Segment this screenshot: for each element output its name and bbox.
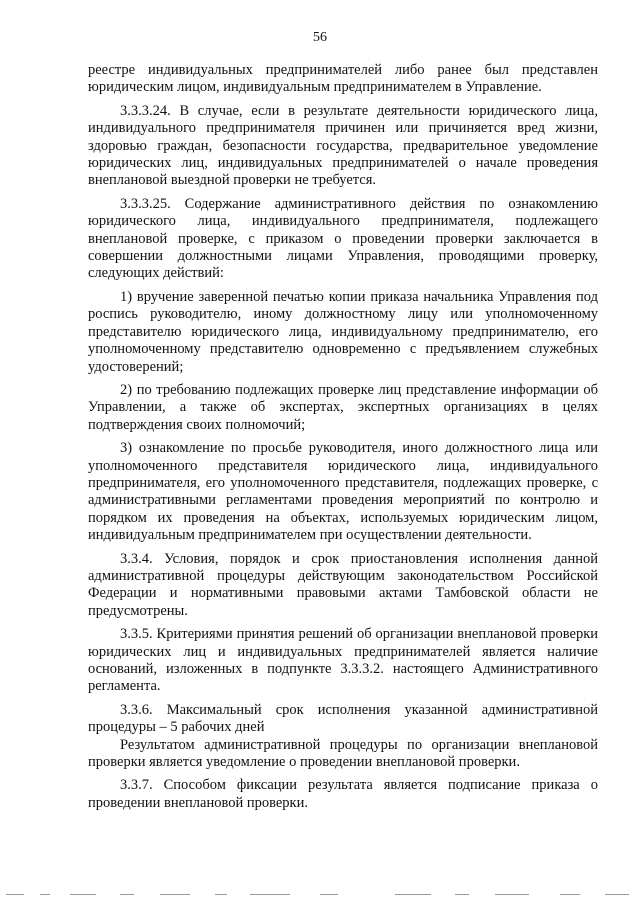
list-item-3: 3) ознакомление по просьбе руководителя, иного должностного лица или уполномоченного представителя юридического лица, индивидуального предпринимателя, его уполномоченного представителя, подлежащих проверке, с административными регламентами проведения мероприятий по контролю и порядком их проведения на объектах, используемых юридическим лицом, индивидуальным предпринимателем при осуществлении деятельности. <box>88 440 598 544</box>
list-item-2: 2) по требованию подлежащих проверке лиц представление информации об Управлении, а также об экспертах, экспертных организациях в целях подтверждения своих полномочий; <box>88 381 598 433</box>
document-body <box>88 62 598 812</box>
paragraph-3-3-7: 3.3.7. Способом фиксации результата является подписание приказа о проведении внеплановой проверки. <box>88 777 598 811</box>
paragraph-result: Результатом административной процедуры по организации внеплановой проверки является уведомление о проведении внеплановой проверки. <box>88 736 598 771</box>
paragraph-3-3-4: 3.3.4. Условия, порядок и срок приостановления исполнения данной административной процедуры действующим законодательством Российской Федерации и нормативными правовыми актами Тамбовской области не предусмотрены. <box>88 550 598 619</box>
list-item-1: 1) вручение заверенной печатью копии приказа начальника Управления под роспись руководителю, иному должностному лицу или уполномоченному представителю юридического лица, индивидуальному предпринимателю, его уполномоченному представителю одновременно с предъявлением служебных удостоверений; <box>88 288 598 375</box>
page-number: 56 <box>313 30 327 45</box>
scan-artifact-marks <box>0 892 640 898</box>
paragraph-3-3-3-25: 3.3.3.25. Содержание административного действия по ознакомлению юридического лица, индивидуального предпринимателя, подлежащего внеплановой проверке, с приказом о проведении проверки заключается в совершении должностными лицами Управления, проводящими проверку, следующих действий: <box>88 195 598 282</box>
paragraph-3-3-6: 3.3.6. Максимальный срок исполнения указанной административной процедуры – 5 рабочих дней <box>88 701 598 736</box>
paragraph-continuation: реестре индивидуальных предпринимателей либо ранее был представлен юридическим лицом, индивидуальным предпринимателем в Управление. <box>88 62 598 96</box>
paragraph-3-3-5: 3.3.5. Критериями принятия решений об организации внеплановой проверки юридических лиц и индивидуальных предпринимателей является наличие оснований, изложенных в подпункте 3.3.3.2. настоящего Административного регламента. <box>88 626 598 695</box>
paragraph-3-3-3-24: 3.3.3.24. В случае, если в результате деятельности юридического лица, индивидуального предпринимателя причинен или причиняется вред жизни, здоровью граждан, безопасности государства, предварительное уведомление юридических лиц, индивидуальных предпринимателей о начале проведения внеплановой выездной проверки не требуется. <box>88 102 598 189</box>
